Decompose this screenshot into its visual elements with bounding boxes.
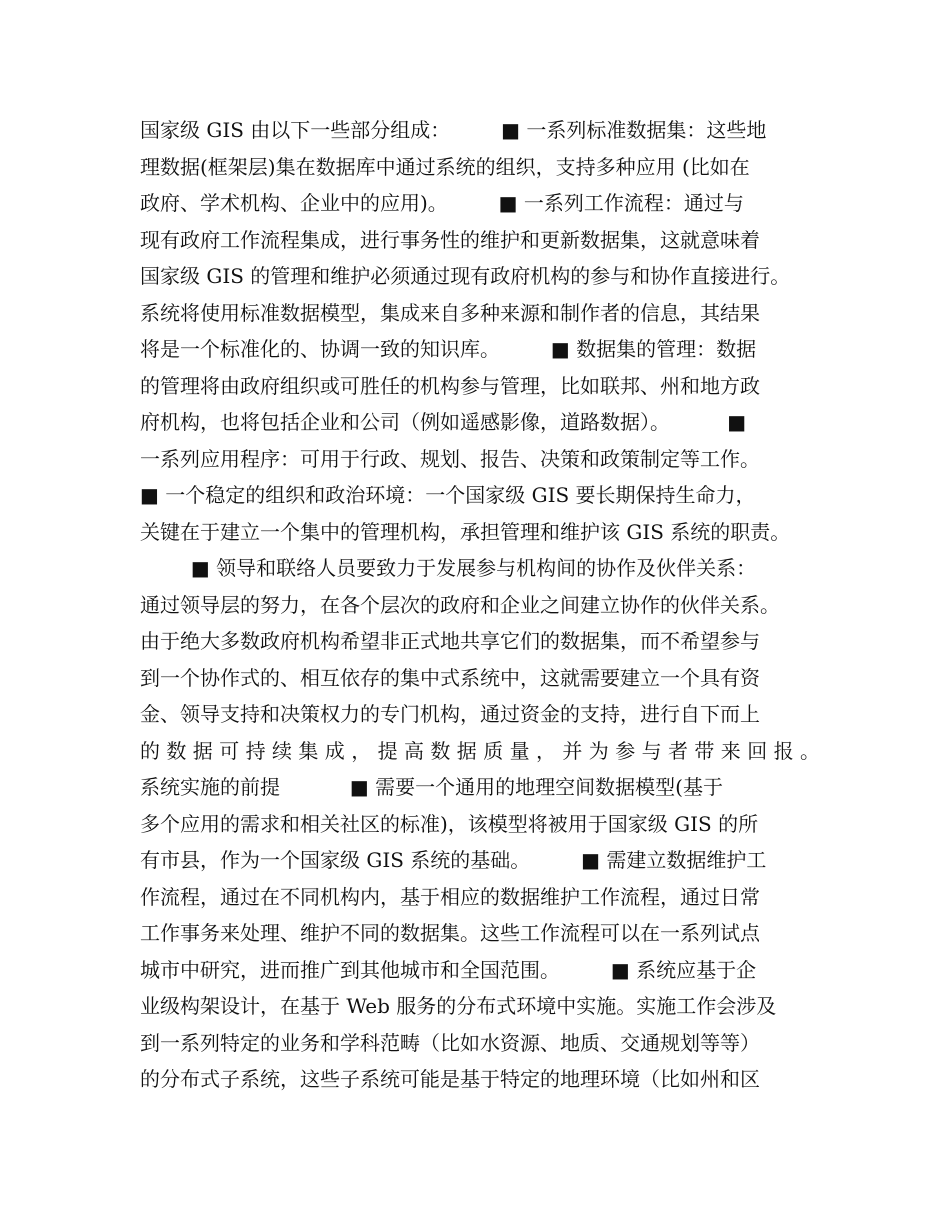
text-line: 将是一个标准化的、协调一致的知识库。 ■ 数据集的管理：数据 [140, 337, 757, 361]
text-line: 由于绝大多数政府机构希望非正式地共享它们的数据集，而不希望参与 [140, 629, 760, 653]
text-line: 城市中研究，进而推广到其他城市和全国范围。 ■ 系统应基于企 [140, 957, 757, 982]
text-line: 多个应用的需求和相关社区的标准)，该模型将被用于国家级 GIS 的所 [140, 811, 759, 836]
text-line: 金、领导支持和决策权力的专门机构，通过资金的支持，进行自下而上 [140, 702, 760, 726]
text-line: 系统将使用标准数据模型，集成来自多种来源和制作者的信息，其结果 [140, 300, 760, 325]
text-line: 国家级 GIS 由以下一些部分组成： ■ 一系列标准数据集：这些地 [140, 118, 767, 142]
text-line: 作流程，通过在不同机构内，基于相应的数据维护工作流程，通过日常 [140, 884, 760, 909]
text-line: 国家级 GIS 的管理和维护必须通过现有政府机构的参与和协作直接进行。 [140, 264, 791, 288]
text-line: 的分布式子系统，这些子系统可能是基于特定的地理环境（比如州和区 [140, 1067, 760, 1091]
text-line: 的数据可持续集成，提高数据质量，并为参与者带来回报。 [140, 738, 820, 763]
text-line: 通过领导层的努力，在各个层次的政府和企业之间建立协作的伙伴关系。 [140, 592, 780, 617]
text-line: 工作事务来处理、维护不同的数据集。这些工作流程可以在一系列试点 [140, 921, 760, 945]
text-line: 有市县，作为一个国家级 GIS 系统的基础。 ■ 需建立数据维护工 [140, 848, 767, 872]
text-line: 的管理将由政府组织或可胜任的机构参与管理，比如联邦、州和地方政 [140, 373, 760, 398]
text-line: ■ 领导和联络人员要致力于发展参与机构间的协作及伙伴关系： [140, 556, 757, 580]
text-line: 理数据(框架层)集在数据库中通过系统的组织，支持多种应用 (比如在 [140, 154, 750, 179]
text-line: 到一个协作式的、相互依存的集中式系统中，这就需要建立一个具有资 [140, 665, 760, 690]
text-line: 业级构架设计，在基于 Web 服务的分布式环境中实施。实施工作会涉及 [140, 994, 777, 1018]
text-line: 政府、学术机构、企业中的应用)。 ■ 一系列工作流程：通过与 [140, 191, 744, 215]
text-line: 系统实施的前提 ■ 需要一个通用的地理空间数据模型(基于 [140, 775, 723, 799]
text-line: 府机构，也将包括企业和公司（例如遥感影像，道路数据）。 ■ [140, 410, 747, 434]
text-line: 关键在于建立一个集中的管理机构，承担管理和维护该 GIS 系统的职责。 [140, 519, 791, 544]
text-line: 到一系列特定的业务和学科范畴（比如水资源、地质、交通规划等等） [140, 1030, 760, 1055]
text-line: ■ 一个稳定的组织和政治环境：一个国家级 GIS 要长期保持生命力， [140, 483, 756, 507]
text-line: 一系列应用程序：可用于行政、规划、报告、决策和政策制定等工作。 [140, 446, 760, 471]
text-line: 现有政府工作流程集成，进行事务性的维护和更新数据集，这就意味着 [140, 227, 760, 252]
body-text [140, 112, 820, 1098]
